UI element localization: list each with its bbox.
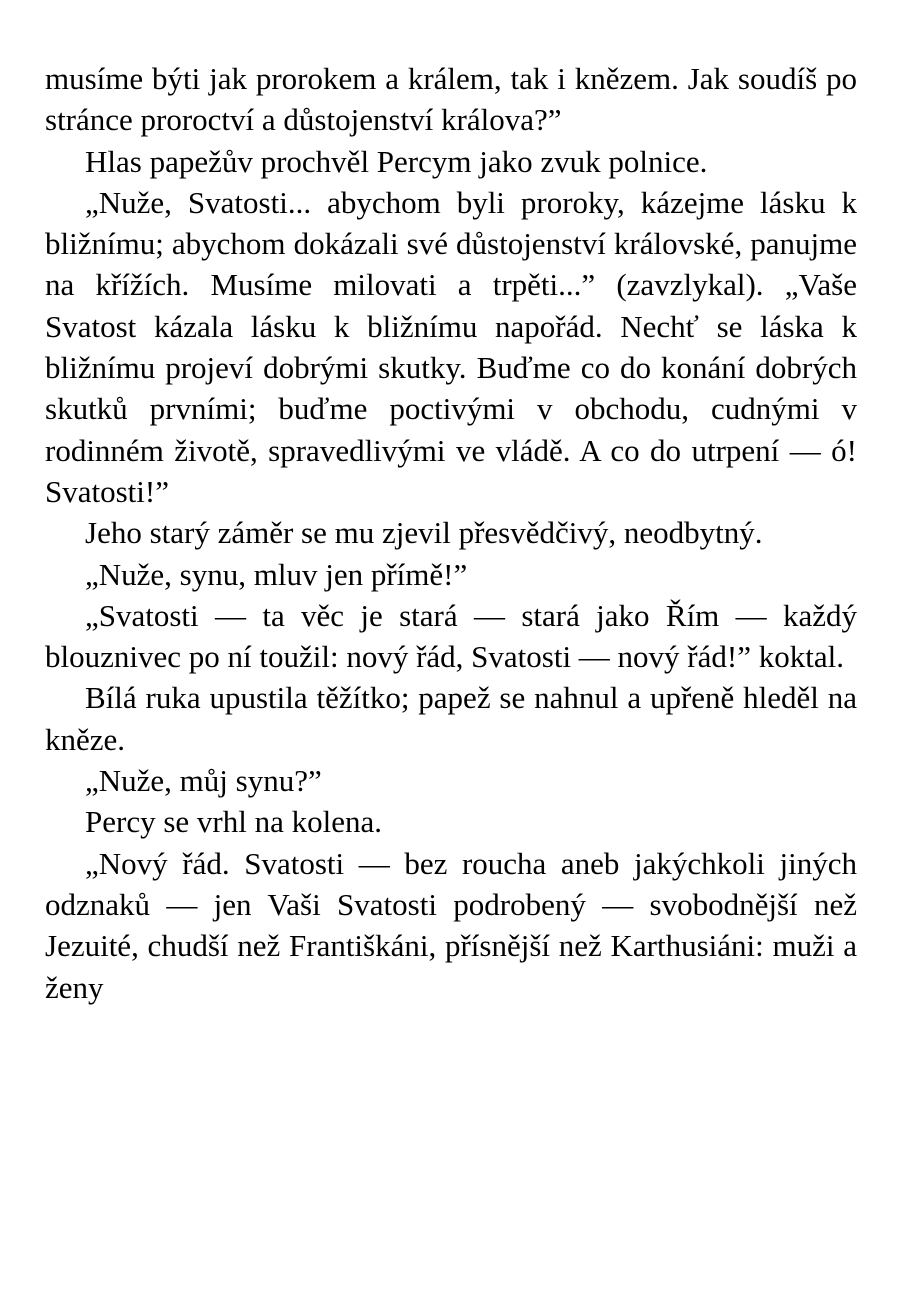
paragraph: Jeho starý záměr se mu zjevil přesvědčivý, neodbytný. [85, 515, 763, 551]
paragraph: Bílá ruka upustila těžítko; papež se nahnul a upřeně hleděl na kněze. [45, 680, 857, 757]
paragraph: „Svatosti — ta věc je stará — stará jako Řím — každý blouznivec po ní toužil: nový řád, Svatosti — nový řád!” koktal. [45, 597, 857, 675]
paragraph: Percy se vrhl na kolena. [85, 804, 382, 840]
paragraph: „Nuže, synu, mluv jen přímě!” [85, 556, 468, 592]
paragraph: „Nuže, můj synu?” [85, 763, 322, 799]
paragraph: musíme býti jak prorokem a králem, tak i knězem. Jak soudíš po stránce proroctví a důstojenství králova?” [45, 61, 857, 138]
paragraph: „Nový řád. Svatosti — bez roucha aneb jakýchkoli jiných odznaků — jen Vaši Svatosti podrobený — svobodnější než Jezuité, chudší než Františkáni, přísnější než Karthusiáni: muži a ženy [45, 845, 857, 1005]
paragraph: Hlas papežův prochvěl Percym jako zvuk polnice. [85, 143, 708, 179]
page-text-body [45, 58, 857, 1008]
paragraph: „Nuže, Svatosti... abychom byli proroky, kázejme lásku k bližnímu; abychom dokázali své důstojenství královské, panujme na křížích. Musíme milovati a trpěti...” (zavzlykal). „Vaše Svatost kázala lásku k bližnímu napořád. Nechť se láska k bližnímu projeví dobrými skutky. Buďme co do konání dobrých skutků prvními; buďme poctivými v obchodu, cudnými v rodinném životě, spravedlivými ve vládě. A co do utrpení — ó! Svatosti!” [45, 184, 857, 509]
